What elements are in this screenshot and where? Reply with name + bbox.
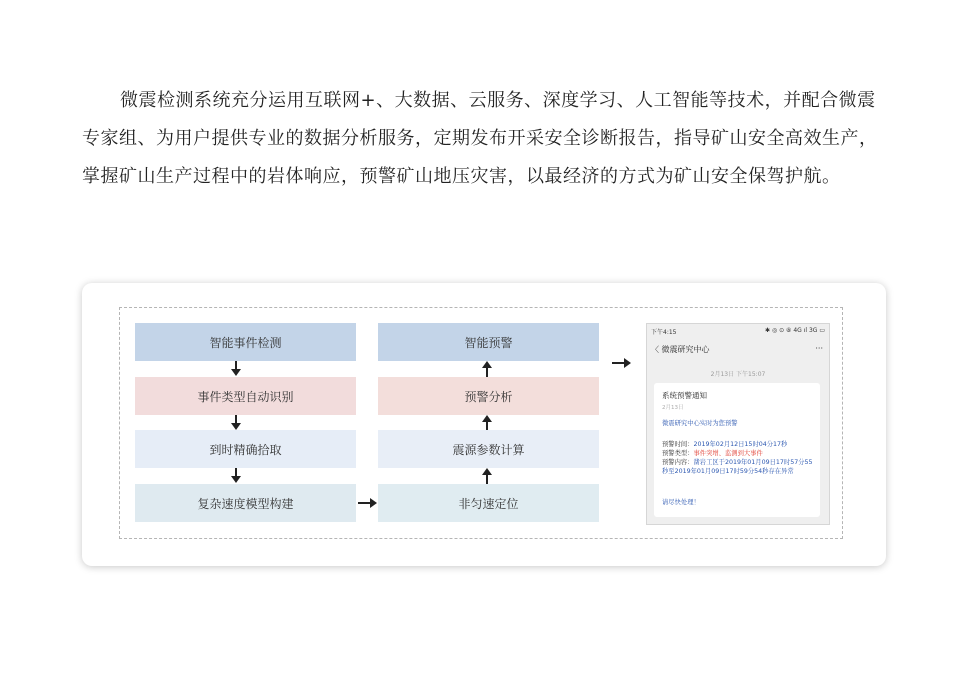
content-label: 预警内容： [662, 459, 694, 466]
step-arrival-picking: 到时精确拾取 [135, 430, 356, 468]
phone-nav-bar [651, 344, 823, 355]
status-icons: ✱ ◎ ⊙ ⑧ 4G ıl 3G ▭ [765, 327, 825, 334]
arrow-right-mid [358, 498, 378, 508]
arrow-down-2 [231, 415, 241, 431]
arrow-down-1 [231, 361, 241, 377]
phone-screenshot [646, 323, 830, 525]
arrow-up-2 [482, 415, 492, 431]
nav-back-title[interactable]: 〈 微震研究中心 [651, 345, 710, 354]
step-smart-warning: 智能预警 [378, 323, 599, 361]
phone-status-bar [651, 327, 825, 336]
msg-type-row [662, 450, 814, 459]
arrow-down-3 [231, 468, 241, 484]
status-time: 下午4:15 [651, 329, 677, 336]
step-source-parameters: 震源参数计算 [378, 430, 599, 468]
type-label: 预警类型： [662, 450, 694, 457]
msg-action: 请尽快处理！ [662, 499, 700, 506]
intro-paragraph: 微震检测系统充分运用互联网+、大数据、云服务、深度学习、人工智能等技术，并配合微震专家组、为用户提供专业的数据分析服务，定期发布开采安全诊断报告，指导矿山安全高效生产，掌握矿山生产过程中的岩体响应，预警矿山地压灾害，以最经济的方式为矿山安全保驾护航。 [82, 90, 878, 187]
step-velocity-model: 复杂速度模型构建 [135, 484, 356, 522]
arrow-up-1 [482, 361, 492, 377]
diagram-card [82, 283, 886, 566]
step-smart-event-detection: 智能事件检测 [135, 323, 356, 361]
step-event-type-recognition: 事件类型自动识别 [135, 377, 356, 415]
content-value: 凿岩工区于2019年01月09日17时57分55秒至2019年01月09日17时59分54秒存在异常 [662, 459, 813, 475]
step-warning-analysis: 预警分析 [378, 377, 599, 415]
arrow-right-phone [612, 358, 632, 368]
msg-time-row [662, 441, 814, 450]
type-value: 事件突增、监测到大事件 [693, 450, 763, 457]
msg-date: 2月13日 [662, 405, 684, 411]
msg-content-row [662, 459, 814, 476]
msg-title: 系统预警通知 [662, 391, 707, 400]
diagram-frame [119, 307, 843, 539]
chat-date: 2月13日 下午15:07 [710, 371, 766, 378]
more-icon[interactable]: ··· [815, 344, 823, 353]
time-label: 预警时间： [662, 441, 694, 448]
warning-message-card[interactable] [654, 383, 820, 517]
arrow-up-3 [482, 468, 492, 484]
step-nonuniform-location: 非匀速定位 [378, 484, 599, 522]
time-value: 2019年02月12日15时04分17秒 [693, 441, 788, 448]
msg-source: 微震研究中心实时为您预警 [662, 420, 738, 427]
